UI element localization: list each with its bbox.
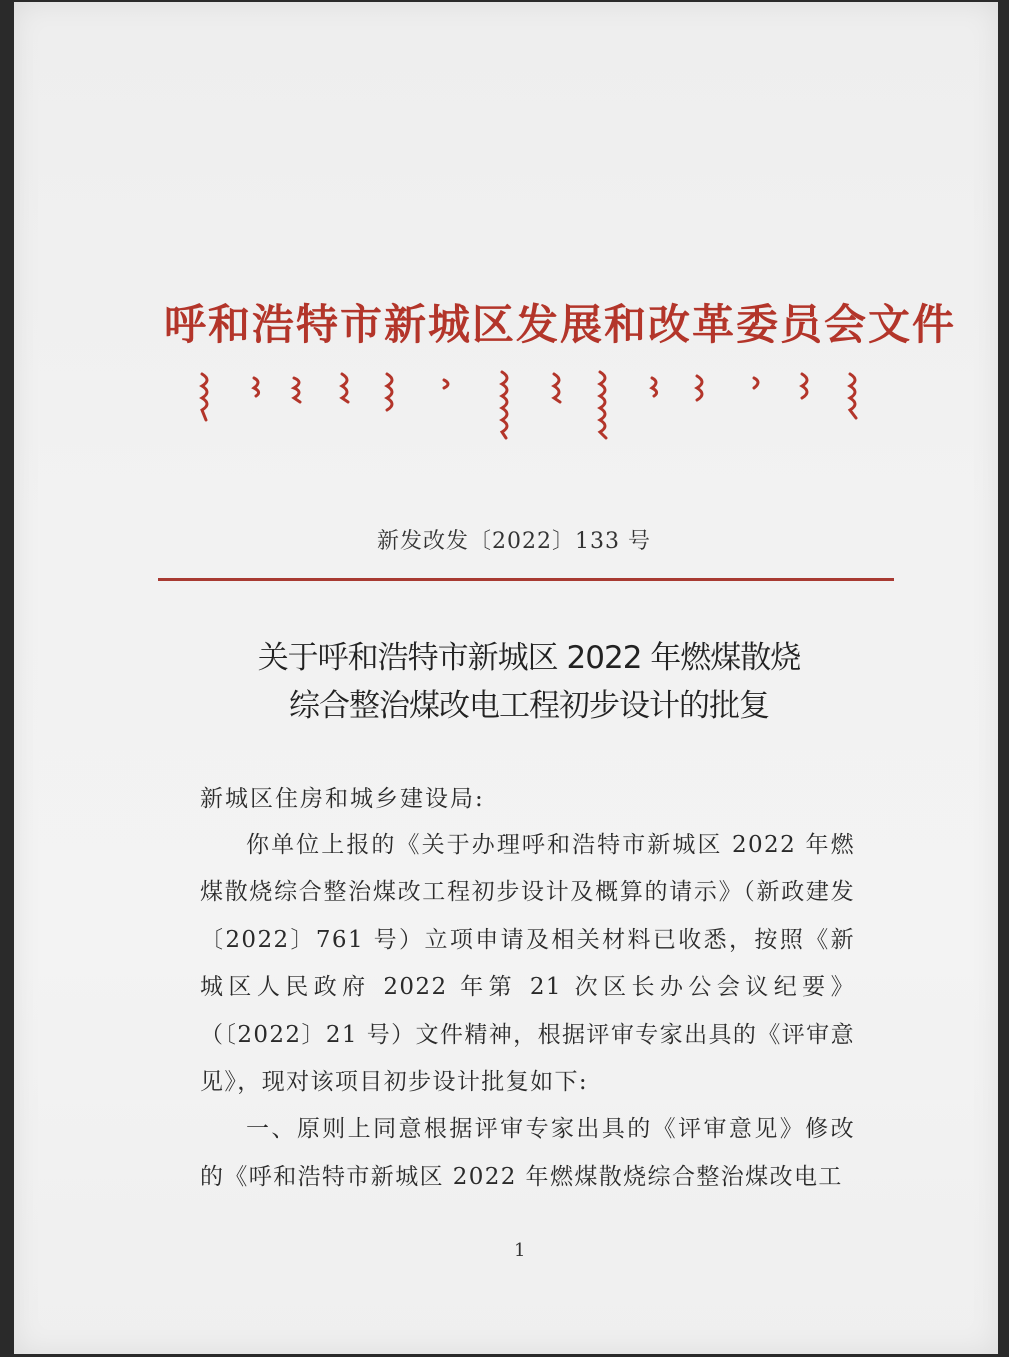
mongolian-script-graphic <box>182 364 892 454</box>
body-paragraph-2: 一、原则上同意根据评审专家出具的《评审意见》修改的《呼和浩特市新城区 2022 年燃煤散烧综合整治煤改电工 <box>200 1116 855 1190</box>
subject-line-2: 综合整治煤改电工程初步设计的批复 <box>289 688 769 724</box>
addressee: 新城区住房和城乡建设局: <box>200 786 485 812</box>
page-number: 1 <box>514 1240 526 1261</box>
mongolian-script-title <box>182 364 892 454</box>
body-paragraph-1: 你单位上报的《关于办理呼和浩特市新城区 2022 年燃煤散烧综合整治煤改工程初步设计及概算的请示》（新政建发〔2022〕761 号）立项申请及相关材料已收悉，按照《新城区人民政府 2022 年第 21 次区长办公会议纪要》（〔2022〕21 号）文件精神，根据评审专家出具的《评审意见》，现对该项目初步设计批复如下: <box>200 832 855 1096</box>
red-divider-line <box>158 578 894 581</box>
subject-line-1: 关于呼和浩特市新城区 2022 年燃煤散烧 <box>257 640 801 676</box>
issuer-title: 呼和浩特市新城区发展和改革委员会文件 <box>164 300 957 349</box>
document-subject <box>164 634 894 730</box>
document-body <box>200 822 855 1201</box>
document-number: 新发改发〔2022〕133 号 <box>377 529 651 554</box>
document-page <box>14 2 998 1354</box>
